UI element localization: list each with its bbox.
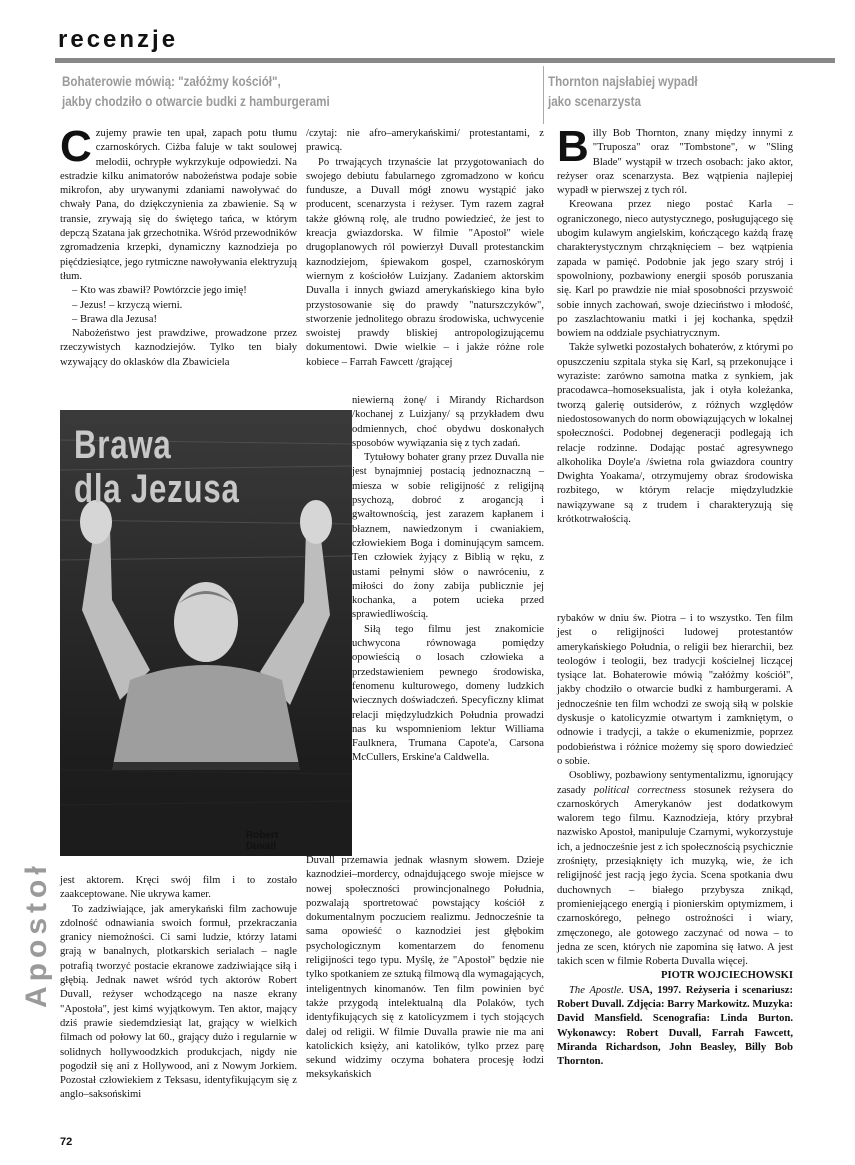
paragraph [557,769,793,969]
author-name: PIOTR WOJCIECHOWSKI [661,970,793,982]
paragraph: Siłą tego filmu jest znakomicie uchwycona równowaga pomiędzy opowieścią o losach człowieka a przedstawieniem pewnego środowiska, fenomenu kulturowego, domeny ludzkich wiecznych doświadczeń. Specyficzny klimat relacji międzyludzkich Południa prowadzi nas ku wspomnieniom lektur Williama Faulknera, Trumana Capote'a, Carsona McCullers, Erskine'a Caldwella. [352,623,544,764]
film-title: The Apostle. [569,984,624,996]
photo-title-line-1: Brawa [74,423,172,467]
paragraph: – Brawa dla Jezusa! [72,313,158,325]
credits-text: USA, 1997. Reżyseria i scenariusz: Robert Duvall. Zdjęcia: Barry Markowitz. Muzyka: David Mansfield. Scenografia: Linda Burton. Wykonawcy: Robert Duvall, Farrah Fawcett, Miranda Richardson, John Beasley, Billy Bob Thornton. [557,984,793,1068]
paragraph: Także sylwetki pozostałych bohaterów, z którymi po opuszczeniu szpitala styka się Karl, są przekonujące i wyraziste: zarówno samotna matka z synkiem, jak pracodawca–homoseksualista, jak i otyła koleżanka, tworzą galerię outsiderów, z różnych względów niedostosowanych do norm obowiązujących w lokalnej społeczności. Podobnej degeneracji podlegają ich relacje rodzinne. Dodając postać agresywnego alkoholika Doyle'a /świetna rola gwiazdora country Dwighta Yoakama/, otrzymujemy obraz środowiska rozbitego, w którym relacje międzyludzkie nawiązywane są z trudem i charakteryzują się krótkotrwałością. [557,342,793,526]
deck-divider [543,66,544,124]
paragraph: rybaków w dniu św. Piotra – i to wszystko. Ten film jest o religijności ludowej protestantów amerykańskiego Południa, o religii bez hierarchii, bez teologów i teologii, bez tradycji kościelnej liczącej tysiące lat. Bohaterowie mówią "załóżmy kościół", jakby chodziło o otwarcie budki z hamburgerami. A jednocześnie ten film wchodzi ze swoją siłą w polskie dyskusje o katolicyzmie otwartym i zamkniętym, o odnowie i tradycji, a także o ekumenizmie, poprzez podobieństwa i różnice możemy się sporo dowiedzieć o sobie. [557,613,793,767]
deck-right [548,72,698,112]
header-rule [55,58,835,63]
paragraph: Po trwających trzynaście lat przygotowaniach do swojego debiutu fabularnego zgromadzono w końcu fundusze, a Duvall mógł znowu wystąpić jako producent, scenarzysta i reżyser. Tym razem zagrał także główną rolę, ale trudno powiedzieć, że jest to kreacja gwiazdorska. W filmie "Apostoł" wiele drugoplanowych ról powierzył Duvall protestanckim kaznodziejom, śpiewakom gospel, czarnoskórym wiernym z kościołów Luizjany. Zadaniem aktorskim Duvalla i innych gwiazd amerykańskiego kina było przystosowanie się do prawdy "naturszczyków", stworzenie jednolitego obrazu środowiska, uchwycenie swoistej prawdy bliskiej antropologizującemu dokumentowi. Dwie wielkie – i jakże różne role kobiece – Farrah Fawcett /grającej [306,156,544,368]
section-title: recenzje [58,26,179,53]
paragraph: Nabożeństwo jest prawdziwe, prowadzone przez rzeczywistych kaznodziejów. Tylko ten biały wzywający do oklasków dla Zbawiciela [60,328,297,368]
paragraph: – Jezus! – krzyczą wierni. [72,299,183,311]
paragraph: jest aktorem. Kręci swój film i to zostało zaakceptowane. Nie ukrywa kamer. [60,875,297,901]
paragraph: Tytułowy bohater grany przez Duvalla nie jest bynajmniej postacią jednoznaczną – miesza w sobie religijność z religijną psychozą, dobroć z arogancją i gwałtownością, jest zarazem kapłanem i błaznem, nawiedzonym i cwaniakiem, człowiekiem Boga i dominującym samcem. Ten człowiek żyjący z Biblią w ręku, z ustami pełnymi słów o nawróceniu, z miłości do żony zabija publicznie jej kochanka, a potem ucieka przed sprawiedliwością. [352,452,544,621]
paragraph: zujemy prawie ten upał, zapach potu tłumu czarnoskórych. Ciżba faluje w takt soulowej melodii, ochrypłe wykrzykuje odpowiedzi. Na estradzie kilku animatorów nabożeństwa podaje sobie mikrofon, aby urywanymi zdaniami nawoływać do chwały Pana, do dziękczynienia za zbawienie. Są w transie, zrywają się do świętego tańca, w którym depczą Szatana jak grzechotnika. Wśród przewodników zgromadzenia krzepki, dynamiczny kaznodzieja po pięćdziesiątce, jego rytmiczne nawoływania elektryzują tłum. [60,128,297,282]
deck-left-line-2: jakby chodziło o otwarcie budki z hamburgerami [62,94,330,109]
paragraph: Duvall przemawia jednak własnym słowem. Dzieje kaznodziei–mordercy, odnajdującego swoje miejsce w nowej społeczności prowincjonalnego Południa, pozwalają sportretować powstający kościół z dokumentalnym poczuciem realizmu. Jednocześnie ta sama opowieść o kaznodziei jest głębokim psychologicznym komentarzem do fenomenu religijności tego typu. Myślę, że "Apostoł" będzie nie tylko spotkaniem ze sztuką filmową dla wymagających, inteligentnych kinomanów. Ten film powinien być także przygodą intelektualną dla Polaków, tych identyfikujących się z katolicyzmem i tych stojących dalej od religii. W filmie Duvalla prawie nie ma ani katolickich księży, ani katolików, tylko przez parę sekund widzimy oczyma bohatera procesję łodzi meksykańskich [306,855,544,1081]
article-column-2 [306,127,544,370]
deck-right-line-2: jako scenarzysta [548,94,641,109]
article-column-1 [60,122,297,370]
emphasis: political correctness [593,784,686,796]
article-column-2-continued [306,854,544,1083]
article-column-3-continued [557,612,793,1070]
paragraph: illy Bob Thornton, znany między innymi z "Truposza" oraz "Tombstone", w "Sling Blade" wystąpił w trzech osobach: jako aktor, reżyser oraz scenarzysta. Bez wątpienia najlepiej wypadł w pierwszej z tych ról. [557,128,793,197]
photo-title [74,423,240,511]
photo-title-line-2: dla Jezusa [74,467,240,511]
article-column-2-wrap [352,394,544,766]
vertical-film-title: Apostoł [20,861,53,1008]
photo-caption-line-2: Duvall [246,841,277,852]
dropcap: C [60,122,92,171]
article-column-1-continued [60,874,297,1103]
dropcap: B [557,122,589,171]
deck-left-line-1: Bohaterowie mówią: "załóżmy kościół", [62,74,281,89]
sidebar-review-column [557,122,793,527]
deck-right-line-1: Thornton najsłabiej wypadł [548,74,698,89]
paragraph: niewierną żonę/ i Mirandy Richardson /kochanej z Luizjany/ są przykładem dwu odmiennych, choć obydwu doskonałych sposobów wywiązania się z tych zadań. [352,395,544,449]
paragraph: – Kto was zbawił? Powtórzcie jego imię! [72,285,247,297]
paragraph: To zadziwiające, jak amerykański film zachowuje zdolność odnawiania swoich formuł, przekraczania granicy niemożności. Ci sami ludzie, którzy latami grają w banalnych, plotkarskich serialach – nagle potrafią tworzyć postacie ekranowe zadziwiające siłą i głębią. Jednak nawet wśród tych aktorów Robert Duvall, reżyser wchodzącego na nasze ekrany "Apostoła", jest kimś wyjątkowym. Ten aktor, mający dziś prawie siedemdziesiąt lat, grający w wielkich filmach od połowy lat 60., grający dużo i regularnie w solidnych hollywoodzkich produkcjach, nigdy nie pogodził się ani z Hollywood, ani z Nowym Jorkiem. Pozostał człowiekiem z Teksasu, identyfikującym się z anglo–saksońskimi [60,903,297,1101]
paragraph: /czytaj: nie afro–amerykańskimi/ protestantami, z prawicą. [306,128,544,154]
paragraph: Kreowana przez niego postać Karla – ograniczonego, nieco autystycznego, posługującego się ubogim kulawym angielskim, kończącego każdą frazę charakterystycznym chrząknięciem – bez wątpienia zapada w pamięć. Podobnie jak jego szary strój i spowolniony, pozbawiony energii sposób poruszania się. Karl po prawdzie nie miał sposobności przyswoić sobie innych zachowań, swoje dzieciństwo i młodość, po zaszlachtowaniu matki i jej kochanka, spędził bowiem na oddziale psychiatrycznym. [557,199,793,340]
photo-caption [246,830,278,852]
paragraph-part: Osobliwy, pozbawiony sentymentalizmu, ignorujący zasady [557,770,793,796]
deck-left [62,72,330,112]
film-credits [557,984,793,1070]
page-number: 72 [60,1136,73,1148]
photo-caption-line-1: Robert [246,830,279,841]
paragraph-part: stosunek reżysera do czarnoskórych Amerykanów jest dodatkowym walorem tego filmu. Kaznodzieja, który przybrał nazwisko Apostoł, manipuluje Czarnymi, wykorzystuje ich, a jednocześnie jest z ich społecznością psychicznie zrośnięty, przesiąknięty ich muzyką, wie, że ich religijność jest racją jego życia. Scena spotkania dwu duchownych – białego przybysza znikąd, promieniejącego energią i pionierskim optymizmem, i czarnoskórego, pełnego ostrożności i wiary, zmęczonego, ale gotowego zaczynać od nowa – to jedna ze scen, których nie zapomina się łatwo. A jest takich scen w filmie Roberta Duvalla więcej. [557,784,793,968]
